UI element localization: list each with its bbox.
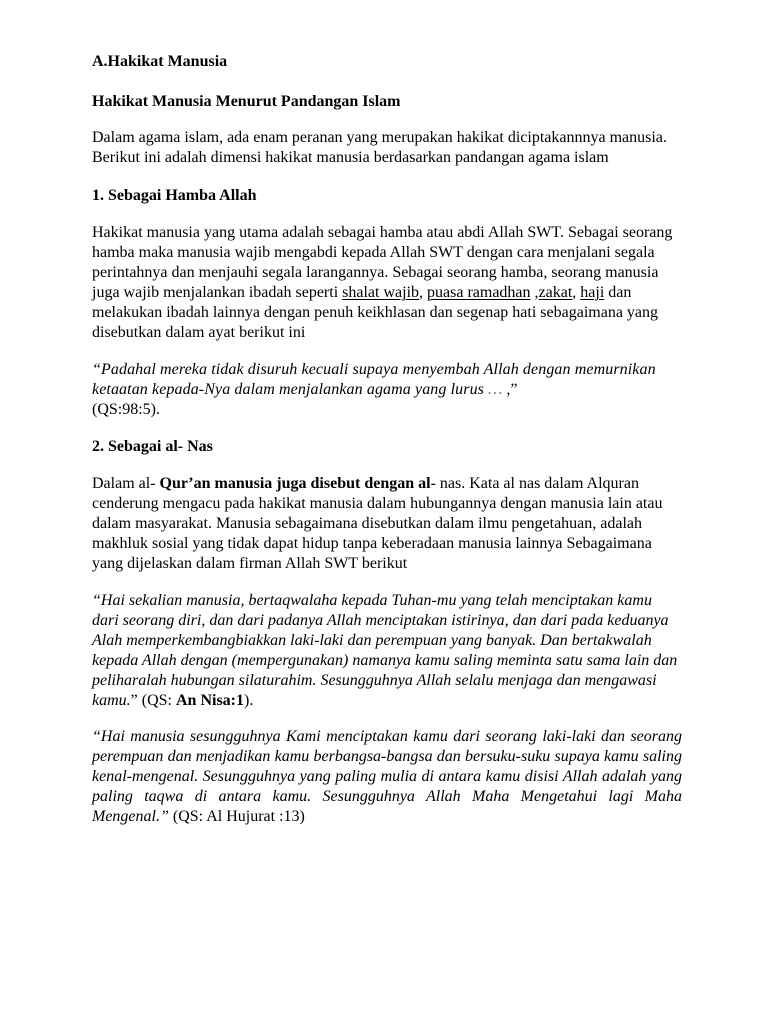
section-2-paragraph [92, 474, 682, 574]
section-1-text-part-2: dan melakukan ibadah lainnya dengan penuh keikhlasan dan segenap hati sebagaimana yang disebutkan dalam ayat berikut ini [92, 284, 659, 341]
intro-paragraph: Dalam agama islam, ada enam peranan yang merupakan hakikat diciptakannnya manusia. Berikut ini adalah dimensi hakikat manusia berdasarkan pandangan agama islam [92, 129, 667, 166]
section-1-paragraph [92, 223, 682, 343]
link-puasa-ramadhan[interactable]: puasa ramadhan [427, 284, 531, 301]
quote-al-hujurat-13-reference: (QS: Al Hujurat :13) [168, 808, 305, 825]
link-haji[interactable]: haji [580, 284, 605, 301]
quote-qs-98-5-text: “Padahal mereka tidak disuruh kecuali supaya menyembah Allah dengan memurnikan ketaatan kepada-Nya dalam menjalankan agama yang lurus [92, 361, 656, 398]
separator-1: , [419, 284, 428, 301]
quote-an-nisa-1-ref-open: (QS: [141, 692, 176, 709]
quote-an-nisa-1-ref-close: ). [244, 692, 254, 709]
quote-an-nisa-1 [92, 591, 682, 711]
separator-3: , [572, 284, 581, 301]
quote-qs-98-5-close: ,” [502, 381, 518, 398]
quote-qs-98-5 [92, 360, 682, 420]
quote-an-nisa-1-ref: An Nisa:1 [176, 692, 245, 709]
section-2-heading: 2. Sebagai al- Nas [92, 438, 213, 455]
section-al-nas [92, 437, 682, 827]
document-subtitle: Hakikat Manusia Menurut Pandangan Islam [92, 93, 401, 110]
section-1-heading: 1. Sebagai Hamba Allah [92, 187, 257, 204]
link-zakat[interactable]: zakat [538, 284, 573, 301]
quote-an-nisa-1-text: “Hai sekalian manusia, bertaqwalaha kepada Tuhan-mu yang telah menciptakan kamu dari seorang diri, dan dari padanya Allah menciptakan istirinya, dan dari pada keduanya Alah memperkembangbiakkan laki-laki dan perempuan yang banyak. Dan bertakwalah kepada Allah dengan (mempergunakan) namanya kamu saling meminta satu sama lain dan peliharalah hubungan silaturahim. Sesungguhnya Allah selalu menjaga dan mengawasi kamu. [92, 592, 678, 709]
document-body [92, 52, 682, 827]
quote-al-hujurat-13-text: “Hai manusia sesungguhnya Kami menciptakan kamu dari seorang laki-laki dan seorang perempuan dan menjadikan kamu berbangsa-bangsa dan bersuku-suku supaya kamu saling kenal-mengenal. Sesungguhnya yang paling mulia di antara kamu disisi Allah adalah yang paling taqwa di antara kamu. Sesungguhnya Allah Maha Mengetahui lagi Maha Mengenal.” [92, 728, 682, 825]
section-2-text-bold: Qur’an manusia juga disebut dengan al [159, 475, 431, 492]
section-2-text-part-2: - nas. Kata al nas dalam Alquran cenderung mengacu pada hakikat manusia dalam hubungannya dengan manusia lain atau dalam masyarakat. Manusia sebagaimana disebutkan dalam ilmu pengetahuan, adalah makhluk sosial yang tidak dapat hidup tanpa keberadaan manusia lainnya Sebagaimana yang dijelaskan dalam firman Allah SWT berikut [92, 475, 663, 572]
section-hamba-allah [92, 186, 682, 420]
quote-an-nisa-1-close: ” [130, 692, 142, 709]
section-2-text-part-1: Dalam al- [92, 475, 160, 492]
quote-al-hujurat-13 [92, 727, 682, 827]
link-shalat-wajib[interactable]: shalat wajib [342, 284, 420, 301]
separator-2: , [530, 284, 539, 301]
section-1-text-part-1: Hakikat manusia yang utama adalah sebagai hamba atau abdi Allah SWT. Sebagai seorang hamba maka manusia wajib mengabdi kepada Allah SWT dengan cara menjalani segala perintahnya dan menjauhi segala larangannya. Sebagai seorang hamba, seorang manusia juga wajib menjalankan ibadah seperti [92, 224, 673, 301]
quote-ellipsis: … [488, 381, 503, 398]
document-title: A.Hakikat Manusia [92, 53, 228, 70]
quote-qs-98-5-reference: (QS:98:5). [92, 401, 160, 418]
